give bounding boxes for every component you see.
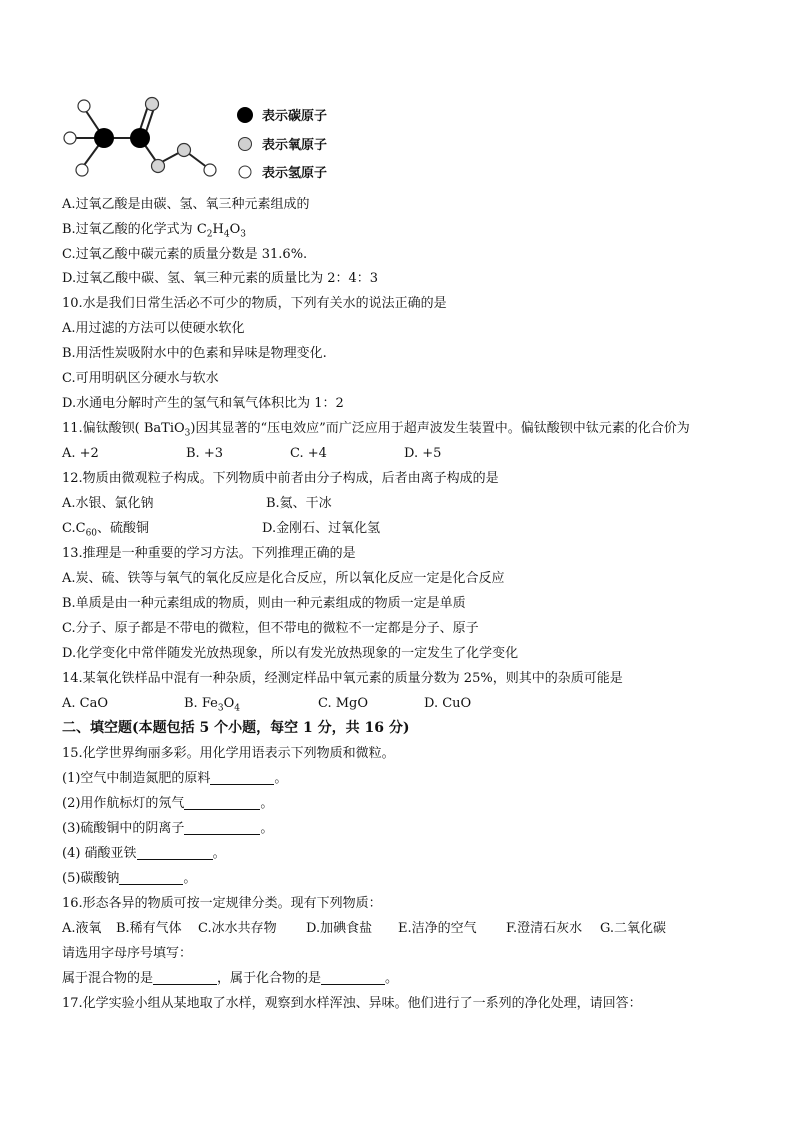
q14-option-d: D. CuO	[424, 696, 472, 711]
subscript: 3	[184, 428, 191, 439]
legend-oxygen	[236, 133, 376, 153]
q15-part-3	[62, 820, 273, 838]
q15-part-2-text: (2)用作航标灯的氖气	[62, 796, 185, 811]
q12-stem: 12.物质由微观粒子构成。下列物质中前者由分子构成，后者由离子构成的是	[62, 471, 499, 486]
subscript: 60	[85, 528, 98, 539]
q17-stem: 17.化学实验小组从某地取了水样，观察到水样浑浊、异味。他们进行了一系列的净化处理，请回答：	[62, 996, 642, 1011]
period: 。	[183, 871, 197, 886]
period: 。	[274, 771, 288, 786]
oxygen-atom	[146, 98, 159, 111]
q13-option-a: A.炭、硫、铁等与氧气的氧化反应是化合反应，所以氧化反应一定是化合反应	[62, 571, 505, 586]
q11-option-c: C. +4	[290, 446, 327, 461]
legend-hydrogen-label: 表示氢原子	[262, 166, 328, 181]
q9-option-c: C.过氧乙酸中碳元素的质量分数是 31.6%.	[62, 247, 308, 262]
hydrogen-dot-icon	[236, 163, 254, 181]
q11-options	[62, 445, 441, 463]
subscript: 2	[206, 229, 213, 240]
period: 。	[260, 796, 274, 811]
q10-option-c: C.可用明矾区分硬水与软水	[62, 371, 219, 386]
q13-option-c: C.分子、原子都是不带电的微粒，但不带电的微粒不一定都是分子、原子	[62, 621, 479, 636]
q15-part-3-text: (3)硫酸铜中的阴离子	[62, 821, 185, 836]
oxygen-dot-icon	[236, 135, 254, 153]
answer-blank[interactable]	[210, 770, 274, 785]
q14-b-text: B. Fe	[184, 696, 218, 711]
q16-option: C.冰水共存物	[198, 921, 277, 936]
q14-b-text: O	[223, 696, 235, 711]
q13-option-d: D.化学变化中常伴随发光放热现象，所以有发光放热现象的一定发生了化学变化	[62, 646, 519, 661]
legend-hydrogen	[236, 161, 376, 181]
q11-option-a: A. +2	[62, 446, 99, 461]
peracetic-acid-molecule-figure	[60, 92, 230, 184]
q9-option-d: D.过氧乙酸中碳、氢、氧三种元素的质量比为 2：4：3	[62, 271, 379, 286]
q15-stem: 15.化学世界绚丽多彩。用化学用语表示下列物质和微粒。	[62, 746, 395, 761]
q15-part-1	[62, 770, 287, 788]
hydrogen-atom	[204, 164, 216, 176]
q16-option: B.稀有气体	[116, 921, 182, 936]
q15-part-4	[62, 845, 226, 863]
subscript: 4	[223, 229, 230, 240]
q12-option-a: A.水银、氯化钠	[62, 496, 154, 511]
hydrogen-atom	[78, 100, 90, 112]
q11-option-b: B. +3	[186, 446, 223, 461]
q9-option-b	[62, 221, 246, 239]
q15-part-4-text: (4) 硝酸亚铁	[62, 846, 137, 861]
q15-part-5-text: (5)碳酸钠	[62, 871, 120, 886]
oxygen-atom	[178, 144, 191, 157]
q14-option-b	[184, 695, 318, 713]
subscript: 4	[234, 703, 240, 714]
q12-c-text: C.C	[62, 521, 86, 536]
q15-part-1-text: (1)空气中制造氮肥的原料	[62, 771, 211, 786]
period: 。	[260, 821, 274, 836]
q12-c-text: 、硫酸铜	[97, 521, 150, 536]
q14-stem: 14.某氧化铁样品中混有一种杂质，经测定样品中氧元素的质量分数为 25%，则其中的杂质可能是	[62, 671, 623, 686]
q12-option-c	[62, 520, 262, 538]
carbon-atom	[130, 128, 150, 148]
q12-option-b: B.氦、干冰	[266, 496, 332, 511]
oxygen-atom	[152, 160, 165, 173]
q9-b-text: B.过氧乙酸的化学式为 C	[62, 222, 207, 237]
q14-options	[62, 695, 471, 713]
q15-part-2	[62, 795, 273, 813]
section-heading: 二、填空题(本题包括 5 个小题，每空 1 分，共 16 分)	[62, 720, 410, 736]
answer-blank[interactable]	[137, 845, 213, 860]
q13-option-b: B.单质是由一种元素组成的物质，则由一种元素组成的物质一定是单质	[62, 596, 466, 611]
q16-option: E.洁净的空气	[398, 921, 477, 936]
hydrogen-atom	[64, 132, 76, 144]
answer-blank[interactable]	[321, 970, 385, 985]
answer-blank[interactable]	[184, 795, 260, 810]
q16-mixture-text: 属于混合物的是	[62, 971, 154, 986]
q11-stem-text: )因其显著的“压电效应”而广泛应用于超声波发生装置中。偏钛酸钡中钛元素的化合价为	[190, 421, 690, 436]
q10-option-b: B.用活性炭吸附水中的色素和异味是物理变化.	[62, 346, 327, 361]
subscript: 3	[217, 703, 224, 714]
carbon-dot-icon	[236, 106, 254, 124]
q10-option-a: A.用过滤的方法可以使硬水软化	[62, 321, 245, 336]
q16-option: D.加碘食盐	[306, 921, 373, 936]
q12-option-d: D.金刚石、过氧化氢	[262, 521, 381, 536]
q11-stem-text: 11.偏钛酸钡( BaTiO	[62, 421, 185, 436]
q10-option-d: D.水通电分解时产生的氢气和氧气体积比为 1：2	[62, 396, 344, 411]
q16-options	[62, 920, 666, 938]
answer-blank[interactable]	[184, 820, 260, 835]
q16-option: F.澄清石灰水	[506, 921, 583, 936]
q16-stem: 16.形态各异的物质可按一定规律分类。现有下列物质：	[62, 896, 382, 911]
answer-blank[interactable]	[119, 870, 183, 885]
answer-blank[interactable]	[153, 970, 217, 985]
q12-options-ab	[62, 495, 332, 513]
q16-option: A.液氧	[62, 921, 102, 936]
q13-stem: 13.推理是一种重要的学习方法。下列推理正确的是	[62, 546, 356, 561]
q14-option-c: C. MgO	[318, 696, 369, 711]
carbon-atom	[94, 128, 114, 148]
period: 。	[385, 971, 399, 986]
q16-option: G.二氧化碳	[600, 921, 667, 936]
q12-options-cd	[62, 520, 380, 538]
q9-b-text: O	[229, 222, 241, 237]
q10-stem: 10.水是我们日常生活必不可少的物质，下列有关水的说法正确的是	[62, 296, 447, 311]
legend-oxygen-label: 表示氧原子	[262, 138, 328, 153]
q16-instruction: 请选用字母序号填写：	[62, 946, 193, 961]
q14-option-a: A. CaO	[62, 696, 109, 711]
q16-compound-text: ，属于化合物的是	[217, 971, 322, 986]
q11-stem	[62, 420, 690, 438]
legend-carbon-label: 表示碳原子	[262, 109, 328, 124]
q9-option-a: A.过氧乙酸是由碳、氢、氧三种元素组成的	[62, 197, 310, 212]
subscript: 3	[240, 229, 246, 240]
legend-carbon	[236, 104, 376, 124]
q15-part-5	[62, 870, 196, 888]
q9-b-text: H	[212, 222, 224, 237]
q16-answer-line	[62, 970, 398, 988]
hydrogen-atom	[76, 164, 88, 176]
q11-option-d: D. +5	[404, 446, 442, 461]
period: 。	[212, 846, 226, 861]
